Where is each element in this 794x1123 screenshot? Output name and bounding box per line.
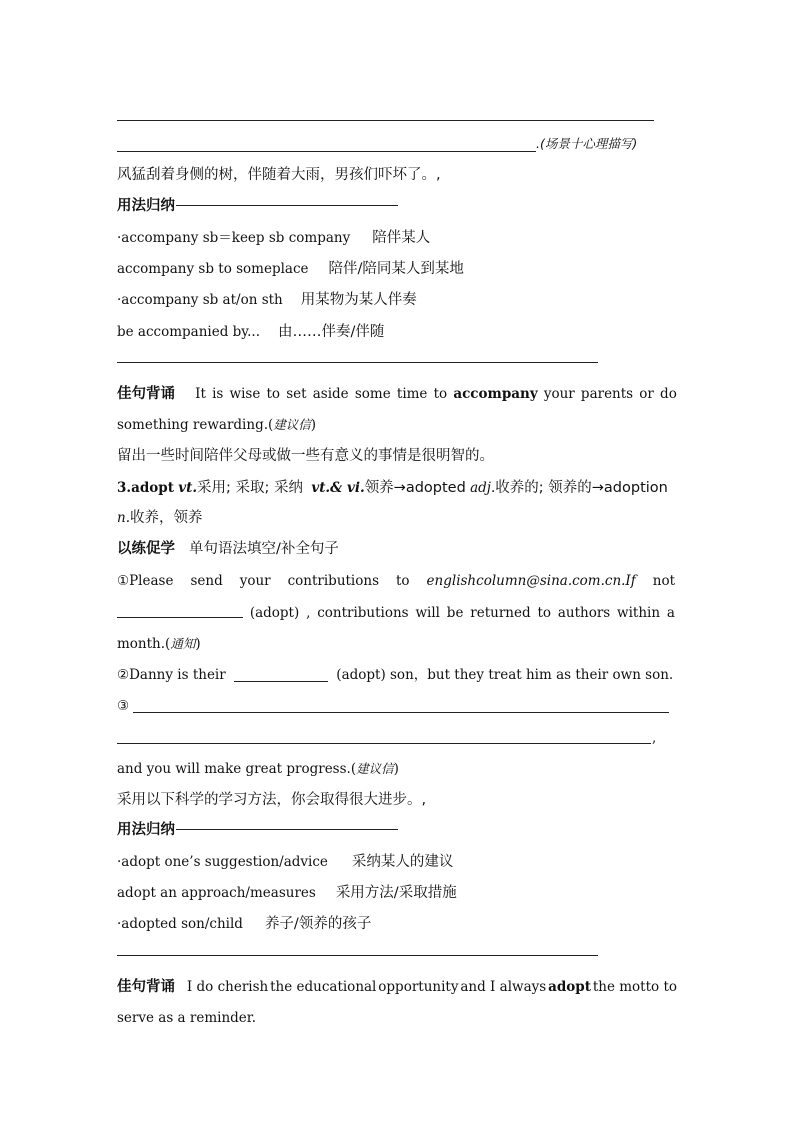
translation-2: 留出一些时间陪伴父母或做一些有意义的事情是很明智的。 <box>117 448 494 464</box>
vocab-entry-adopt-cont: n.收养，领养 <box>117 510 203 526</box>
usage-item: ·accompany sb＝keep sb company 陪伴某人 <box>117 230 431 246</box>
vocab-entry-adopt: 3.adopt vt.采用; 采取; 采纳 vt.& vi.领养→adopted adj.收养的; 领养的→adoption <box>117 480 668 496</box>
answer-line <box>117 151 536 152</box>
scene-tag: .(场景十心理描写) <box>536 136 638 151</box>
fill-blank[interactable] <box>234 667 328 682</box>
translation-1: 风猛刮着身侧的树，伴随着大雨，男孩们吓坏了。, <box>117 167 441 183</box>
good-sentence-2-cont: serve as a reminder. <box>117 1010 257 1026</box>
question-3-cont: and you will make great progress.(建议信) <box>117 761 399 777</box>
answer-line[interactable] <box>133 712 669 713</box>
question-1-end: month.(通知) <box>117 636 201 652</box>
question-1: ①Please send your contributions to englishcolumn@sina.com.cn.If not <box>117 573 675 589</box>
divider <box>117 362 598 363</box>
question-3-comma: , <box>652 730 657 746</box>
divider <box>117 955 598 956</box>
usage-item: ·accompany sb at/on sth 用某物为某人伴奏 <box>117 292 417 308</box>
good-sentence-1: 佳句背诵 It is wise to set aside some time to accompany your parents or do <box>117 386 677 402</box>
fill-blank[interactable] <box>117 603 243 618</box>
usage-heading-1: 用法归纳 <box>117 196 398 216</box>
usage-item: ·adopted son/child 养子/领养的孩子 <box>117 916 372 932</box>
good-sentence-2: 佳句背诵 I do cherish the educational opportunity and I always adopt the motto to <box>117 979 677 995</box>
usage-item: ·adopt one’s suggestion/advice 采纳某人的建议 <box>117 854 454 870</box>
question-2: ②Danny is their (adopt) son，but they treat him as their own son. <box>117 667 674 683</box>
usage-item: adopt an approach/measures 采用方法/采取措施 <box>117 885 457 901</box>
answer-line <box>117 120 654 121</box>
good-sentence-1-cont: something rewarding.(建议信) <box>117 417 317 433</box>
usage-item: accompany sb to someplace 陪伴/陪同某人到某地 <box>117 261 464 277</box>
answer-line[interactable] <box>117 743 651 744</box>
usage-item: be accompanied by... 由……伴奏/伴随 <box>117 324 385 340</box>
translation-3: 采用以下科学的学习方法，你会取得很大进步。, <box>117 792 427 808</box>
practice-heading: 以练促学 单句语法填空/补全句子 <box>117 541 339 557</box>
usage-heading-2: 用法归纳 <box>117 820 398 840</box>
question-3: ③ <box>117 698 130 714</box>
question-1-cont: (adopt) , contributions will be returned to authors within a <box>117 603 675 623</box>
